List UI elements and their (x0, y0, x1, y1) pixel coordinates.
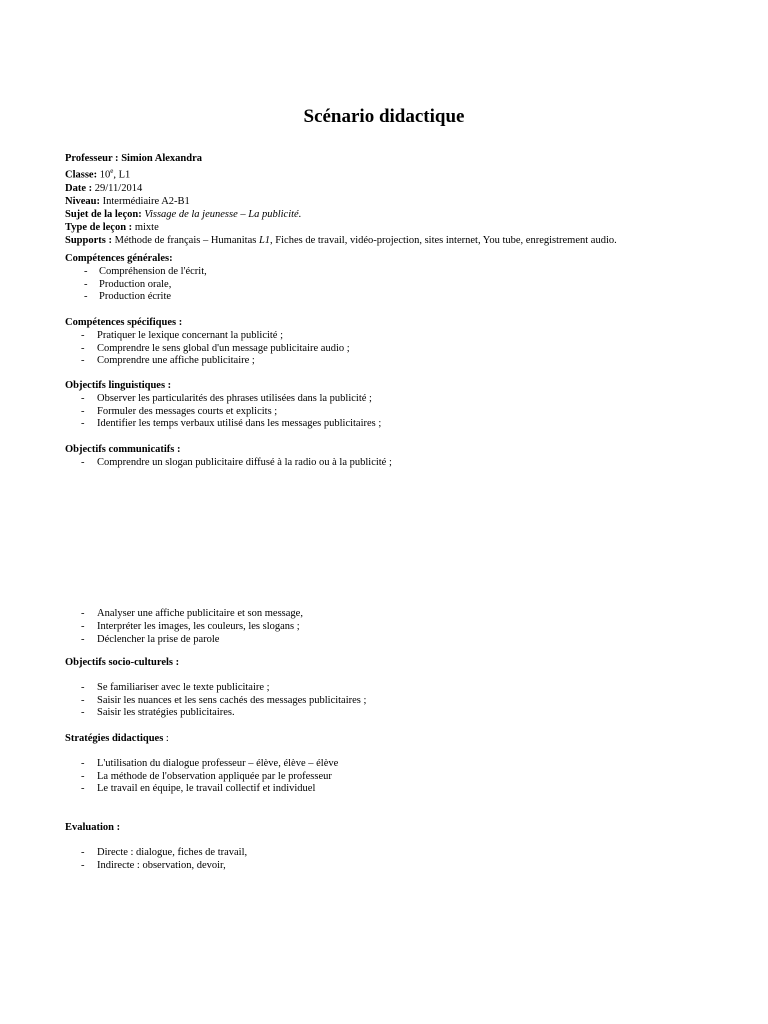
list-item: - Formuler des messages courts et explicits ; (65, 406, 725, 419)
professeur-label: Professeur : (65, 153, 119, 164)
niveau-value: Intermédiaire A2-B1 (100, 195, 190, 207)
classe-value: 10 (97, 169, 111, 181)
section-objectifs-linguistiques (65, 380, 725, 431)
niveau-label: Niveau: (65, 195, 100, 207)
list-item: - Production écrite (65, 291, 725, 304)
section-heading: Objectifs communicatifs : (65, 444, 181, 455)
date-label: Date : (65, 182, 93, 194)
lesson-metadata (65, 152, 725, 247)
section-heading: Objectifs linguistiques : (65, 380, 172, 391)
section-competences-specifiques (65, 317, 725, 368)
section-heading: Stratégies didactiques (65, 733, 164, 744)
meta-professeur (65, 152, 725, 165)
type-label: Type de leçon : (65, 221, 133, 233)
list-item: - Se familiariser avec le texte publicitaire ; (65, 682, 725, 695)
meta-supports (65, 234, 725, 247)
supports-value-2: , Fiches de travail, vidéo-projection, sites internet, You tube, enregistrement audio. (270, 234, 617, 246)
list-item: - Directe : dialogue, fiches de travail, (65, 847, 725, 860)
list-item: - Analyser une affiche publicitaire et son message, (65, 608, 725, 621)
date-value: 29/11/2014 (92, 182, 143, 194)
meta-date (65, 182, 725, 195)
section-heading: Compétences générales: (65, 253, 173, 264)
meta-classe (65, 165, 725, 182)
sujet-label: Sujet de la leçon: (65, 208, 142, 220)
section-objectifs-communicatifs (65, 444, 725, 470)
section-heading: Evaluation : (65, 822, 121, 833)
classe-sup: e (110, 167, 114, 175)
list-item: - Saisir les nuances et les sens cachés des messages publicitaires ; (65, 695, 725, 708)
list-item: - Comprendre un slogan publicitaire diffusé à la radio ou à la publicité ; (65, 457, 725, 470)
list-item: - Identifier les temps verbaux utilisé dans les messages publicitaires ; (65, 418, 725, 431)
classe-label: Classe: (65, 169, 98, 181)
list-item: - Interpréter les images, les couleurs, les slogans ; (65, 621, 725, 634)
list-item: - Saisir les stratégies publicitaires. (65, 707, 725, 720)
supports-label: Supports : (65, 234, 112, 246)
meta-niveau (65, 195, 725, 208)
section-competences-generales (65, 253, 725, 304)
list-item: - Comprendre une affiche publicitaire ; (65, 355, 725, 368)
meta-type (65, 221, 725, 234)
section-heading-row (65, 733, 725, 746)
meta-sujet (65, 208, 725, 221)
document-title: Scénario didactique (303, 106, 465, 127)
section-objectifs-communicatifs-continued (65, 608, 725, 646)
classe-rest: , L1 (113, 169, 131, 181)
list-item: - Le travail en équipe, le travail collectif et individuel (65, 783, 725, 796)
supports-value-1: Méthode de français – Humanitas (111, 234, 259, 246)
list-item: - Déclencher la prise de parole (65, 634, 725, 647)
list-item: - Pratiquer le lexique concernant la publicité ; (65, 330, 725, 343)
section-heading: Compétences spécifiques : (65, 317, 183, 328)
type-value: mixte (132, 221, 159, 233)
section-objectifs-socioculturels (65, 657, 725, 720)
professeur-value: Simion Alexandra (118, 153, 202, 164)
list-item: - Indirecte : observation, devoir, (65, 860, 725, 873)
list-item: - Production orale, (65, 279, 725, 292)
list-item: - Comprendre le sens global d'un message publicitaire audio ; (65, 343, 725, 356)
sujet-value: Vissage de la jeunesse – La publicité. (141, 208, 302, 220)
supports-value-italic: L1 (258, 234, 271, 246)
section-strategies-didactiques (65, 733, 725, 796)
list-item: - Observer les particularités des phrases utilisées dans la publicité ; (65, 393, 725, 406)
list-item: - La méthode de l'observation appliquée par le professeur (65, 771, 725, 784)
list-item: - L'utilisation du dialogue professeur – élève, élève – élève (65, 758, 725, 771)
section-heading: Objectifs socio-culturels : (65, 657, 180, 668)
list-item: - Compréhension de l'écrit, (65, 266, 725, 279)
section-evaluation (65, 822, 725, 872)
section-heading-suffix: : (163, 733, 169, 744)
